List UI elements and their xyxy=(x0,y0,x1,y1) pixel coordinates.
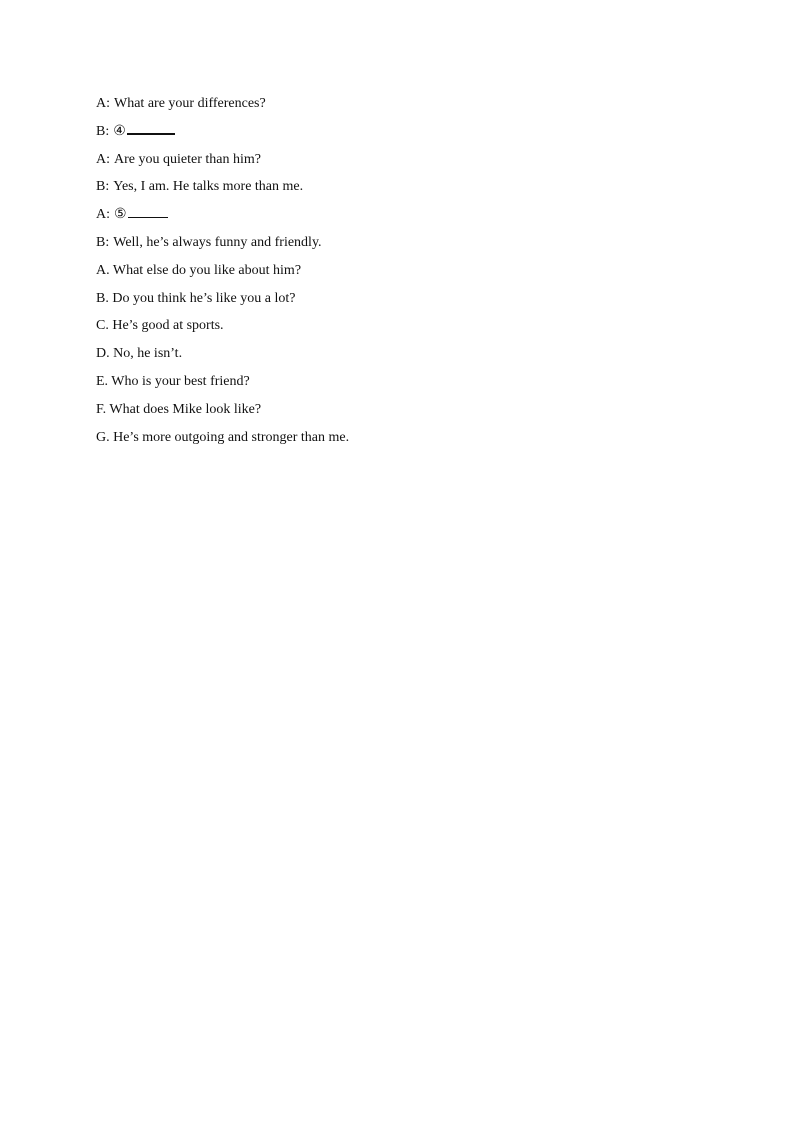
speaker-label: B: xyxy=(96,179,110,195)
answer-blank-4[interactable] xyxy=(127,132,175,135)
blank-number-4: ④ xyxy=(113,123,126,139)
option-c: C. He’s good at sports. xyxy=(96,318,224,334)
dialogue-line-3 xyxy=(96,152,716,168)
speaker-label: A: xyxy=(96,96,110,111)
option-b: B. Do you think he’s like you a lot? xyxy=(96,290,296,306)
answer-blank-5[interactable] xyxy=(128,216,168,218)
option-e: E. Who is your best friend? xyxy=(96,373,250,389)
dialogue-text: What are your differences? xyxy=(114,96,266,111)
option-a: A. What else do you like about him? xyxy=(96,262,302,278)
speaker-label: A: xyxy=(96,207,110,223)
blank-number-5: ⑤ xyxy=(114,207,127,223)
speaker-label: A: xyxy=(96,151,110,167)
dialogue-exercise xyxy=(96,96,716,446)
dialogue-text: Yes, I am. He talks more than me. xyxy=(113,179,304,195)
option-d: D. No, he isn’t. xyxy=(96,346,183,362)
option-g: G. He’s more outgoing and stronger than me. xyxy=(96,429,350,445)
dialogue-line-5 xyxy=(96,207,716,223)
dialogue-text: Well, he’s always funny and friendly. xyxy=(113,234,322,250)
dialogue-line-6 xyxy=(96,235,716,251)
speaker-label: B: xyxy=(96,123,110,139)
dialogue-text: Are you quieter than him? xyxy=(114,151,261,167)
dialogue-line-1 xyxy=(96,96,716,112)
dialogue-line-4 xyxy=(96,179,716,195)
option-f: F. What does Mike look like? xyxy=(96,401,262,417)
dialogue-line-2 xyxy=(96,124,716,140)
speaker-label: B: xyxy=(96,234,110,250)
